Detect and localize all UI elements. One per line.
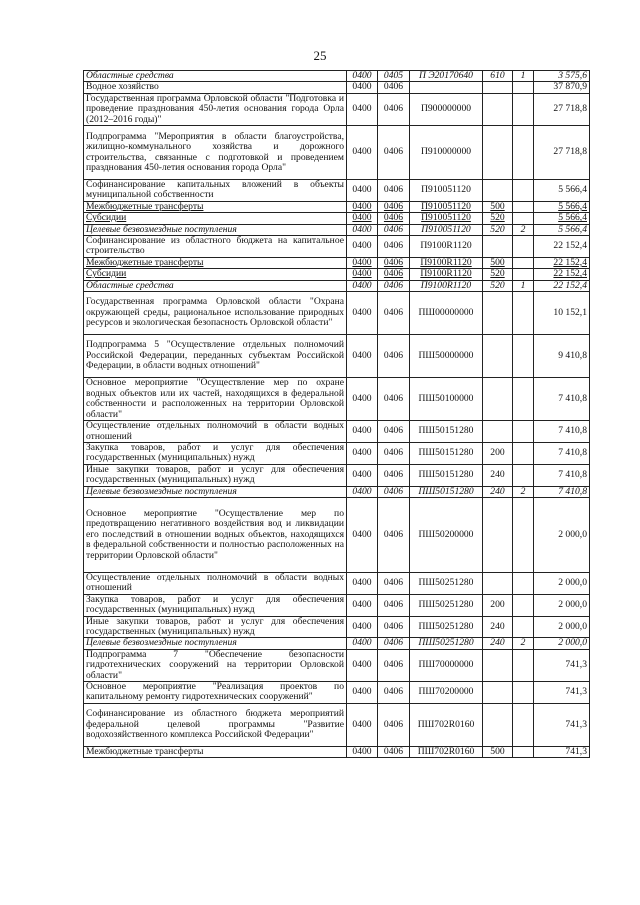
target-article-cell: ПШ70000000 (410, 649, 483, 681)
amount-cell: 2 000,0 (534, 594, 590, 616)
table-row (84, 280, 590, 291)
income-type-cell (513, 180, 534, 202)
table-row (84, 682, 590, 704)
table-row (84, 292, 590, 335)
section-code-cell: 0400 (347, 638, 378, 649)
row-name-cell: Областные средства (84, 280, 347, 291)
expense-type-cell: 520 (483, 269, 513, 280)
table-row (84, 378, 590, 421)
amount-cell: 5 566,4 (534, 180, 590, 202)
target-article-cell: ПШ702R0160 (410, 703, 483, 746)
section-code-cell: 0400 (347, 257, 378, 268)
table-row (84, 257, 590, 268)
expense-type-cell (483, 236, 513, 258)
amount-cell: 27 718,8 (534, 93, 590, 125)
target-article-cell: П910051120 (410, 213, 483, 224)
subsection-code-cell: 0406 (378, 421, 410, 443)
table-row (84, 703, 590, 746)
section-code-cell: 0400 (347, 126, 378, 180)
expense-type-cell (483, 126, 513, 180)
table-row (84, 213, 590, 224)
target-article-cell: ПШ50151280 (410, 421, 483, 443)
row-name-cell: Государственная программа Орловской области "Подготовка и проведение празднования 450-летия основания города Орла (2012–2016 годы)" (84, 93, 347, 125)
target-article-cell: П Э20170640 (410, 71, 483, 82)
target-article-cell: ПШ70200000 (410, 682, 483, 704)
row-name-cell: Целевые безвозмездные поступления (84, 638, 347, 649)
target-article-cell: ПШ50251280 (410, 638, 483, 649)
row-name-cell: Осуществление отдельных полномочий в области водных отношений (84, 572, 347, 594)
table-row (84, 180, 590, 202)
amount-cell: 5 566,4 (534, 213, 590, 224)
row-name-cell: Основное мероприятие "Осуществление мер по предотвращению негативного воздействия вод и ликвидации его последствий в отношении водных объектов, находящихся в федеральной собственности и полностью расположенных на территории Орловской области" (84, 497, 347, 572)
expense-type-cell (483, 421, 513, 443)
expense-type-cell: 520 (483, 224, 513, 235)
subsection-code-cell: 0406 (378, 280, 410, 291)
row-name-cell: Целевые безвозмездные поступления (84, 224, 347, 235)
expense-type-cell: 610 (483, 71, 513, 82)
amount-cell: 22 152,4 (534, 269, 590, 280)
target-article-cell: ПШ00000000 (410, 292, 483, 335)
expense-type-cell (483, 703, 513, 746)
target-article-cell: ПШ50251280 (410, 594, 483, 616)
income-type-cell (513, 746, 534, 757)
subsection-code-cell: 0406 (378, 638, 410, 649)
subsection-code-cell: 0406 (378, 594, 410, 616)
expense-type-cell: 240 (483, 616, 513, 638)
section-code-cell: 0400 (347, 269, 378, 280)
subsection-code-cell: 0406 (378, 335, 410, 378)
income-type-cell (513, 292, 534, 335)
table-row (84, 335, 590, 378)
table-row (84, 497, 590, 572)
income-type-cell (513, 378, 534, 421)
amount-cell: 22 152,4 (534, 257, 590, 268)
section-code-cell: 0400 (347, 180, 378, 202)
expense-type-cell (483, 180, 513, 202)
expense-type-cell (483, 572, 513, 594)
subsection-code-cell: 0406 (378, 464, 410, 486)
expense-type-cell (483, 82, 513, 93)
income-type-cell (513, 682, 534, 704)
expense-type-cell (483, 93, 513, 125)
income-type-cell (513, 213, 534, 224)
amount-cell: 5 566,4 (534, 224, 590, 235)
expense-type-cell: 200 (483, 594, 513, 616)
section-code-cell: 0400 (347, 616, 378, 638)
row-name-cell: Государственная программа Орловской области "Охрана окружающей среды, рациональное использование природных ресурсов и экологическая безопасность Орловской области" (84, 292, 347, 335)
income-type-cell: 2 (513, 486, 534, 497)
amount-cell: 7 410,8 (534, 378, 590, 421)
row-name-cell: Софинансирование из областного бюджета мероприятий федеральной целевой программы "Развитие водохозяйственного комплекса Российской Федерации" (84, 703, 347, 746)
table-row (84, 201, 590, 212)
row-name-cell: Иные закупки товаров, работ и услуг для обеспечения государственных (муниципальных) нужд (84, 616, 347, 638)
income-type-cell (513, 82, 534, 93)
table-row (84, 269, 590, 280)
expense-type-cell (483, 497, 513, 572)
row-name-cell: Подпрограмма 5 "Осуществление отдельных полномочий Российской Федерации, переданных субъектам Российской Федерации, в области водных отношений" (84, 335, 347, 378)
subsection-code-cell: 0406 (378, 497, 410, 572)
section-code-cell: 0400 (347, 594, 378, 616)
income-type-cell (513, 497, 534, 572)
expense-type-cell (483, 378, 513, 421)
subsection-code-cell: 0406 (378, 201, 410, 212)
row-name-cell: Софинансирование из областного бюджета на капитальное строительство (84, 236, 347, 258)
income-type-cell: 1 (513, 71, 534, 82)
row-name-cell: Субсидии (84, 269, 347, 280)
income-type-cell: 1 (513, 280, 534, 291)
table-row (84, 236, 590, 258)
section-code-cell: 0400 (347, 378, 378, 421)
income-type-cell (513, 421, 534, 443)
subsection-code-cell: 0406 (378, 213, 410, 224)
table-row (84, 616, 590, 638)
table-row (84, 126, 590, 180)
page-number: 25 (313, 48, 327, 63)
target-article-cell (410, 82, 483, 93)
row-name-cell: Межбюджетные трансферты (84, 257, 347, 268)
row-name-cell: Межбюджетные трансферты (84, 201, 347, 212)
row-name-cell: Подпрограмма 7 "Обеспечение безопасности гидротехнических сооружений на территории Орловской области" (84, 649, 347, 681)
expense-type-cell (483, 335, 513, 378)
income-type-cell (513, 442, 534, 464)
amount-cell: 7 410,8 (534, 421, 590, 443)
section-code-cell: 0400 (347, 497, 378, 572)
target-article-cell: ПШ50000000 (410, 335, 483, 378)
table-row (84, 71, 590, 82)
section-code-cell: 0400 (347, 649, 378, 681)
subsection-code-cell: 0406 (378, 746, 410, 757)
expense-type-cell (483, 292, 513, 335)
section-code-cell: 0400 (347, 213, 378, 224)
subsection-code-cell: 0405 (378, 71, 410, 82)
subsection-code-cell: 0406 (378, 269, 410, 280)
section-code-cell: 0400 (347, 335, 378, 378)
subsection-code-cell: 0406 (378, 126, 410, 180)
amount-cell: 741,3 (534, 682, 590, 704)
expense-type-cell: 500 (483, 257, 513, 268)
target-article-cell: П910051120 (410, 201, 483, 212)
income-type-cell (513, 93, 534, 125)
section-code-cell: 0400 (347, 442, 378, 464)
row-name-cell: Основное мероприятие "Осуществление мер по охране водных объектов или их частей, находящихся в федеральной собственности и расположенных на территории Орловской области" (84, 378, 347, 421)
target-article-cell: ПШ50100000 (410, 378, 483, 421)
section-code-cell: 0400 (347, 201, 378, 212)
table-row (84, 464, 590, 486)
section-code-cell: 0400 (347, 224, 378, 235)
target-article-cell: ПШ50251280 (410, 572, 483, 594)
section-code-cell: 0400 (347, 236, 378, 258)
subsection-code-cell: 0406 (378, 486, 410, 497)
target-article-cell: ПШ50251280 (410, 616, 483, 638)
target-article-cell: П9100R1120 (410, 236, 483, 258)
section-code-cell: 0400 (347, 421, 378, 443)
section-code-cell: 0400 (347, 572, 378, 594)
amount-cell: 37 870,9 (534, 82, 590, 93)
subsection-code-cell: 0406 (378, 82, 410, 93)
amount-cell: 741,3 (534, 703, 590, 746)
table-row (84, 638, 590, 649)
income-type-cell (513, 236, 534, 258)
budget-table (83, 70, 590, 758)
expense-type-cell: 500 (483, 201, 513, 212)
amount-cell: 2 000,0 (534, 572, 590, 594)
table-body (84, 71, 590, 758)
table-row (84, 572, 590, 594)
subsection-code-cell: 0406 (378, 180, 410, 202)
row-name-cell: Основное мероприятие "Реализация проектов по капитальному ремонту гидротехнических сооружений" (84, 682, 347, 704)
table-row (84, 746, 590, 757)
subsection-code-cell: 0406 (378, 649, 410, 681)
row-name-cell: Межбюджетные трансферты (84, 746, 347, 757)
table-row (84, 486, 590, 497)
table-row (84, 224, 590, 235)
subsection-code-cell: 0406 (378, 572, 410, 594)
income-type-cell (513, 201, 534, 212)
expense-type-cell: 240 (483, 486, 513, 497)
table-row (84, 594, 590, 616)
target-article-cell: П910000000 (410, 126, 483, 180)
income-type-cell (513, 572, 534, 594)
subsection-code-cell: 0406 (378, 93, 410, 125)
target-article-cell: П910051120 (410, 224, 483, 235)
expense-type-cell: 240 (483, 638, 513, 649)
row-name-cell: Субсидии (84, 213, 347, 224)
target-article-cell: П9100R1120 (410, 257, 483, 268)
income-type-cell: 2 (513, 638, 534, 649)
section-code-cell: 0400 (347, 280, 378, 291)
amount-cell: 7 410,8 (534, 486, 590, 497)
income-type-cell (513, 594, 534, 616)
amount-cell: 7 410,8 (534, 464, 590, 486)
amount-cell: 2 000,0 (534, 638, 590, 649)
amount-cell: 5 566,4 (534, 201, 590, 212)
subsection-code-cell: 0406 (378, 378, 410, 421)
expense-type-cell: 240 (483, 464, 513, 486)
section-code-cell: 0400 (347, 464, 378, 486)
amount-cell: 2 000,0 (534, 616, 590, 638)
amount-cell: 7 410,8 (534, 442, 590, 464)
income-type-cell (513, 616, 534, 638)
table-row (84, 421, 590, 443)
amount-cell: 3 575,6 (534, 71, 590, 82)
target-article-cell: П900000000 (410, 93, 483, 125)
subsection-code-cell: 0406 (378, 682, 410, 704)
row-name-cell: Закупка товаров, работ и услуг для обеспечения государственных (муниципальных) нужд (84, 594, 347, 616)
section-code-cell: 0400 (347, 746, 378, 757)
target-article-cell: П9100R1120 (410, 280, 483, 291)
target-article-cell: ПШ50151280 (410, 442, 483, 464)
income-type-cell (513, 703, 534, 746)
amount-cell: 2 000,0 (534, 497, 590, 572)
amount-cell: 9 410,8 (534, 335, 590, 378)
expense-type-cell: 520 (483, 280, 513, 291)
target-article-cell: П910051120 (410, 180, 483, 202)
subsection-code-cell: 0406 (378, 292, 410, 335)
section-code-cell: 0400 (347, 82, 378, 93)
table-row (84, 649, 590, 681)
table-row (84, 442, 590, 464)
expense-type-cell: 200 (483, 442, 513, 464)
row-name-cell: Осуществление отдельных полномочий в области водных отношений (84, 421, 347, 443)
subsection-code-cell: 0406 (378, 224, 410, 235)
income-type-cell (513, 335, 534, 378)
section-code-cell: 0400 (347, 292, 378, 335)
row-name-cell: Софинансирование капитальных вложений в объекты муниципальной собственности (84, 180, 347, 202)
subsection-code-cell: 0406 (378, 257, 410, 268)
income-type-cell: 2 (513, 224, 534, 235)
section-code-cell: 0400 (347, 486, 378, 497)
subsection-code-cell: 0406 (378, 442, 410, 464)
row-name-cell: Целевые безвозмездные поступления (84, 486, 347, 497)
income-type-cell (513, 257, 534, 268)
income-type-cell (513, 464, 534, 486)
row-name-cell: Подпрограмма "Мероприятия в области благоустройства, жилищно-коммунального хозяйства и дорожного строительства, связанные с подготовкой и проведением празднования 450-летия основания города Орла" (84, 126, 347, 180)
income-type-cell (513, 126, 534, 180)
section-code-cell: 0400 (347, 682, 378, 704)
row-name-cell: Закупка товаров, работ и услуг для обеспечения государственных (муниципальных) нужд (84, 442, 347, 464)
income-type-cell (513, 269, 534, 280)
subsection-code-cell: 0406 (378, 236, 410, 258)
row-name-cell: Водное хозяйство (84, 82, 347, 93)
table-row (84, 82, 590, 93)
amount-cell: 741,3 (534, 649, 590, 681)
row-name-cell: Областные средства (84, 71, 347, 82)
section-code-cell: 0400 (347, 93, 378, 125)
expense-type-cell (483, 682, 513, 704)
amount-cell: 10 152,1 (534, 292, 590, 335)
target-article-cell: П9100R1120 (410, 269, 483, 280)
amount-cell: 741,3 (534, 746, 590, 757)
target-article-cell: ПШ50151280 (410, 464, 483, 486)
section-code-cell: 0400 (347, 71, 378, 82)
expense-type-cell (483, 649, 513, 681)
expense-type-cell: 500 (483, 746, 513, 757)
table-row (84, 93, 590, 125)
subsection-code-cell: 0406 (378, 616, 410, 638)
target-article-cell: ПШ50200000 (410, 497, 483, 572)
target-article-cell: ПШ702R0160 (410, 746, 483, 757)
row-name-cell: Иные закупки товаров, работ и услуг для обеспечения государственных (муниципальных) нужд (84, 464, 347, 486)
expense-type-cell: 520 (483, 213, 513, 224)
target-article-cell: ПШ50151280 (410, 486, 483, 497)
subsection-code-cell: 0406 (378, 703, 410, 746)
amount-cell: 22 152,4 (534, 280, 590, 291)
section-code-cell: 0400 (347, 703, 378, 746)
amount-cell: 22 152,4 (534, 236, 590, 258)
amount-cell: 27 718,8 (534, 126, 590, 180)
income-type-cell (513, 649, 534, 681)
